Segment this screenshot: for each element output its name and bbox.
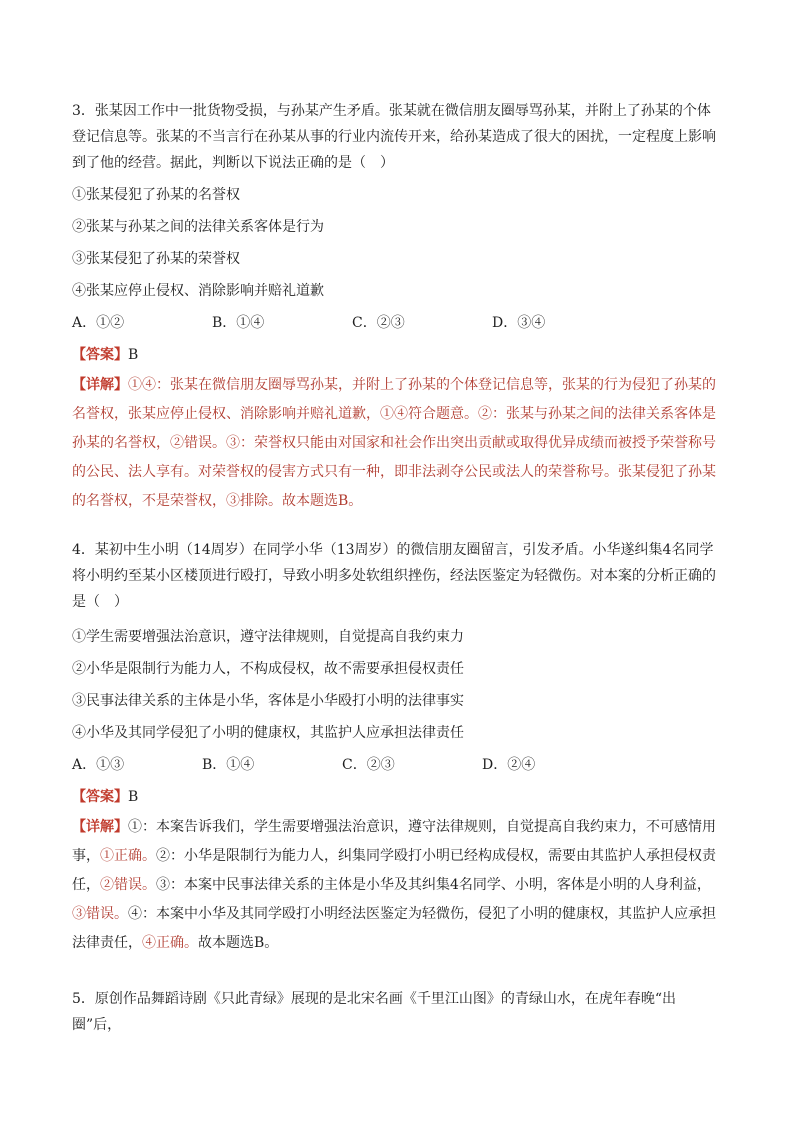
question-3-option-c: C．②③: [352, 315, 405, 331]
detail-segment: ④正确。: [142, 935, 198, 951]
question-4-option-b: B．①④: [202, 757, 255, 773]
question-3-item-4: ④张某应停止侵权、消除影响并赔礼道歉: [72, 283, 324, 299]
question-5: [72, 986, 722, 1038]
detail-segment: ④：本案中小华及其同学殴打小明经法医鉴定为轻微伤，侵犯了小明的健康权，其监护人应承担法律责任，: [72, 906, 716, 951]
question-4-item-3: ③民事法律关系的主体是小华，客体是小华殴打小明的法律事实: [72, 693, 464, 709]
detail-segment: ②错误。: [170, 435, 226, 451]
question-4-answer: [72, 781, 722, 813]
question-3-option-a: A．①②: [72, 315, 125, 331]
question-3: [72, 98, 722, 516]
question-4-item-1: ①学生需要增强法治意识，遵守法律规则，自觉提高自我约束力: [72, 629, 464, 645]
answer-tag: 【答案】: [72, 347, 128, 363]
detail-segment: ①正确。: [100, 848, 156, 864]
detail-segment: ①：本案告诉我们，学生需要增强法治意识，遵守法律规则，自觉提高自我约束力，不可感情用事，: [72, 819, 716, 864]
question-3-option-b: B．①④: [212, 315, 265, 331]
detail-tag: 【详解】: [72, 377, 128, 393]
question-3-item-3: ③张某侵犯了孙某的荣誉权: [72, 251, 240, 267]
detail-tag: 【详解】: [72, 819, 128, 835]
question-3-stem: 3．张某因工作中一批货物受损，与孙某产生矛盾。张某就在微信朋友圈辱骂孙某，并附上了孙某的个体登记信息等。张某的不当言行在孙某从事的行业内流传开来，给孙某造成了很大的困扰，一定程度上影响到了他的经营。据此，判断以下说法正确的是（ ）: [72, 103, 716, 171]
answer-tag: 【答案】: [72, 789, 128, 805]
detail-segment: ③：本案中民事法律关系的主体是小华及其纠集4名同学、小明，客体是小明的人身利益，: [156, 877, 711, 893]
detail-segment: ③：荣誉权只能由对国家和社会作出突出贡献或取得优异成绩而被授予荣誉称号的公民、法人享有。对荣誉权的侵害方式只有一种，即非法剥夺公民或法人的荣誉称号。张某侵犯了孙某的名誉权，不是荣誉权，③排除。故本题选B。: [72, 435, 716, 509]
question-3-item-2: ②张某与孙某之间的法律关系客体是行为: [72, 219, 324, 235]
question-5-stem: 5．原创作品舞蹈诗剧《只此青绿》展现的是北宋名画《千里江山图》的青绿山水，在虎年春晚“出圈”后，: [72, 991, 677, 1033]
answer-value: B: [128, 789, 139, 805]
question-3-options: [72, 307, 722, 339]
question-4-item-2: ②小华是限制行为能力人，不构成侵权，故不需要承担侵权责任: [72, 661, 464, 677]
question-3-option-d: D．③④: [492, 315, 546, 331]
detail-text: [72, 377, 716, 509]
question-3-answer: [72, 339, 722, 371]
question-3-detail: [72, 371, 722, 516]
detail-text: [72, 819, 716, 951]
question-4-detail: [72, 813, 722, 958]
answer-value: B: [128, 347, 139, 363]
question-4: [72, 537, 722, 958]
question-4-option-d: D．②④: [482, 757, 536, 773]
question-4-stem: 4．某初中生小明（14周岁）在同学小华（13周岁）的微信朋友圈留言，引发矛盾。小华遂纠集4名同学将小明约至某小区楼顶进行殴打，导致小明多处软组织挫伤，经法医鉴定为轻微伤。对本案的分析正确的是（ ）: [72, 542, 716, 610]
detail-segment: ②：小华是限制行为能力人，纠集同学殴打小明已经构成侵权，需要由其监护人承担侵权责任，: [72, 848, 716, 893]
question-3-item-1: ①张某侵犯了孙某的名誉权: [72, 187, 240, 203]
question-4-option-c: C．②③: [342, 757, 395, 773]
detail-segment: 故本题选B。: [198, 935, 279, 951]
detail-segment: ③错误。: [72, 906, 128, 922]
detail-segment: ①④：张某在微信朋友圈辱骂孙某，并附上了孙某的个体登记信息等，张某的行为侵犯了孙某的名誉权，张某应停止侵权、消除影响并赔礼道歉，①④符合题意。②：张某与孙某之间的法律关系客体是孙某的名誉权，: [72, 377, 716, 451]
question-4-options: [72, 749, 722, 781]
question-4-option-a: A．①③: [72, 757, 125, 773]
question-4-item-4: ④小华及其同学侵犯了小明的健康权，其监护人应承担法律责任: [72, 725, 464, 741]
detail-segment: ②错误。: [100, 877, 156, 893]
